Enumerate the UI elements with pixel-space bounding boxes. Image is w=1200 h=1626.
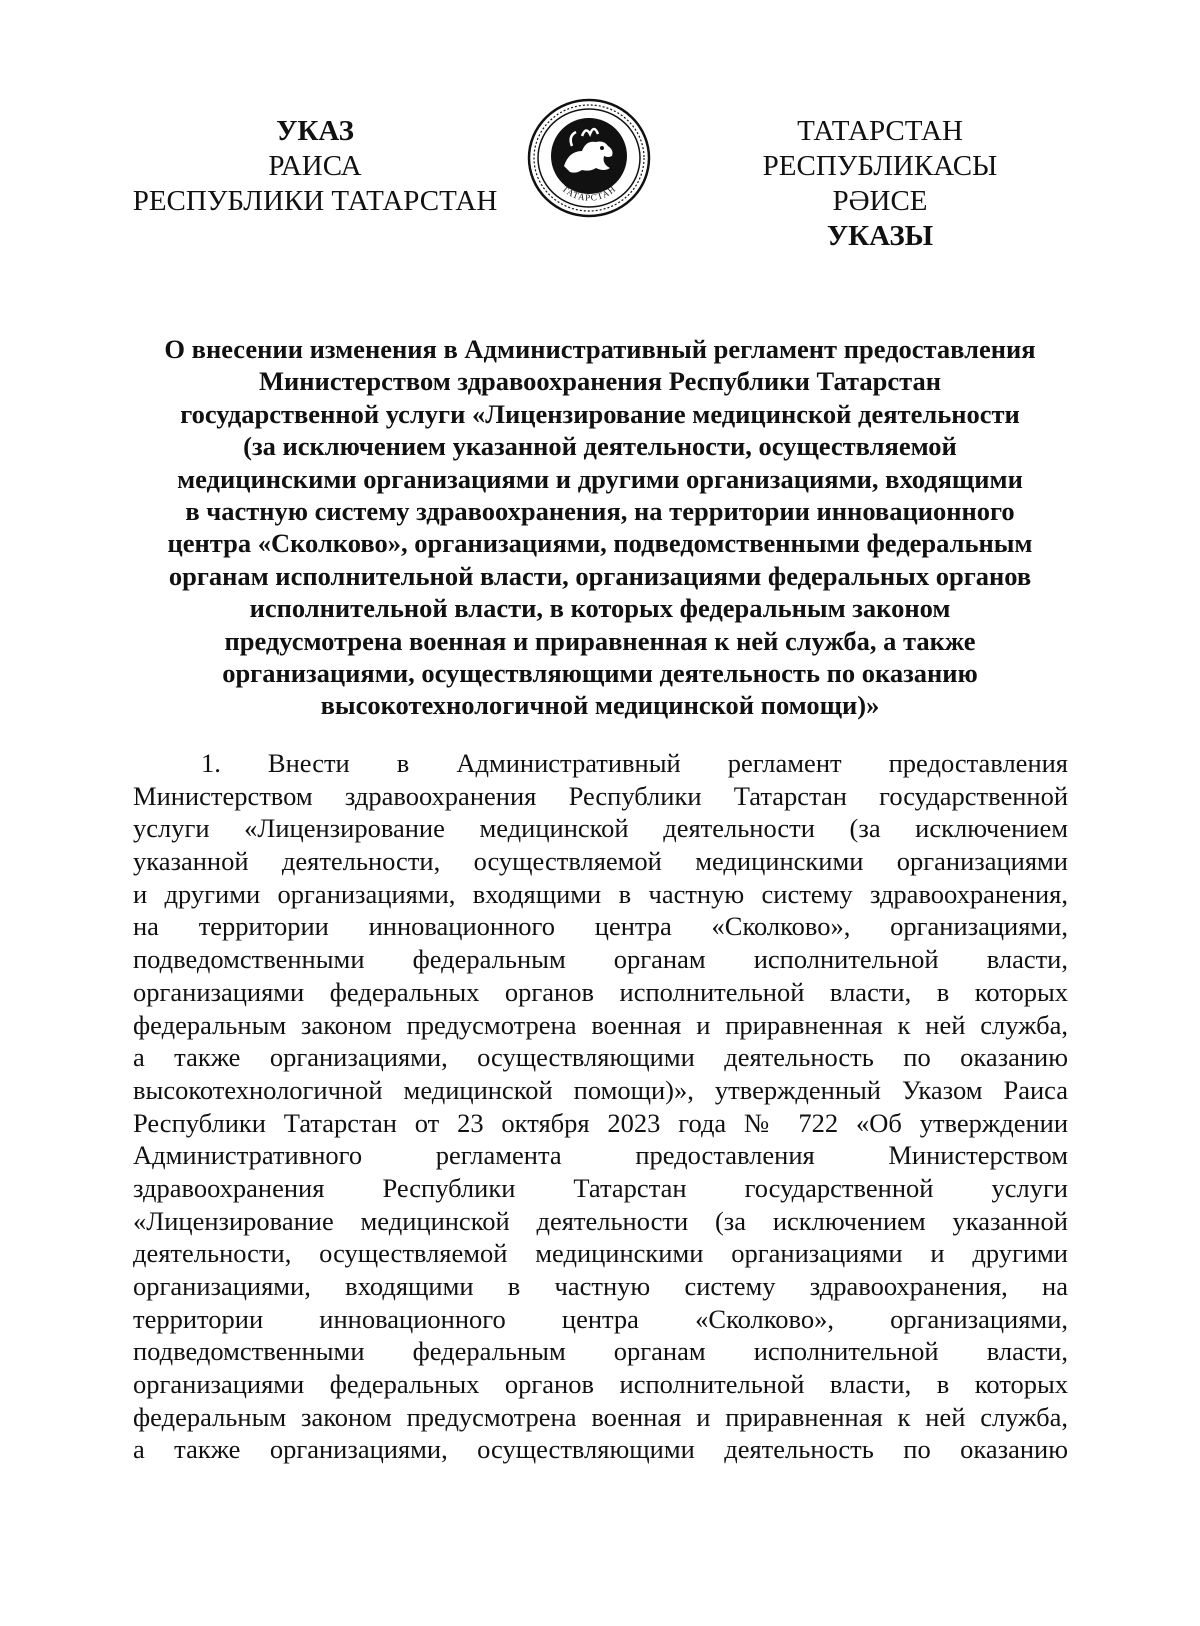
title-line: предусмотрена военная и приравненная к ней служба, а также (224, 625, 976, 656)
body-line: и другими организациями, входящими в частную систему здравоохранения, (133, 878, 1068, 909)
body-line: услуги «Лицензирование медицинской деятельности (за исключением (133, 813, 1068, 844)
body-line: подведомственными федеральным органам исполнительной власти, (133, 944, 1068, 975)
header-right-line-1: ТАТАРСТАН РЕСПУБЛИКАСЫ (762, 115, 998, 182)
header-left-line-2: РАИСА (268, 150, 362, 182)
title-line: органам исполнительной власти, организациями федеральных органов (168, 560, 1032, 591)
body-line: организациями федеральных органов исполнительной власти, в которых (133, 976, 1068, 1007)
body-line: указанной деятельности, осуществляемой медицинскими организациями (133, 846, 1068, 877)
body-line: федеральным законом предусмотрена военная и приравненная к ней служба, (133, 1009, 1068, 1040)
title-line: исполнительной власти, в которых федеральным законом (249, 593, 951, 624)
body-line: 1. Внести в Административный регламент предоставления (201, 748, 1068, 778)
title-line: в частную систему здравоохранения, на территории инновационного (185, 496, 1015, 527)
title-line: О внесении изменения в Административный регламент предоставления (164, 334, 1036, 364)
body-line: Министерством здравоохранения Республики Татарстан государственной (133, 780, 1068, 811)
title-line: организациями, осуществляющими деятельность по оказанию (222, 658, 978, 689)
title-line: Министерством здравоохранения Республики Татарстан (259, 366, 941, 397)
document-title (120, 333, 1080, 722)
body-line: организациями федеральных органов исполнительной власти, в которых (133, 1369, 1068, 1400)
title-line: центра «Сколково», организациями, подведомственными федеральным (167, 528, 1033, 559)
title-line: (за исключением указанной деятельности, осуществляемой (243, 431, 957, 462)
body-line: территории инновационного центра «Сколково», организациями, (133, 1303, 1068, 1334)
body-line: здравоохранения Республики Татарстан государственной услуги (133, 1172, 1068, 1203)
body-line: организациями, входящими в частную систему здравоохранения, на (133, 1271, 1068, 1301)
body-line: а также организациями, осуществляющими деятельность по оказанию (133, 1042, 1068, 1073)
tatarstan-emblem-icon (524, 96, 654, 221)
body-line: федеральным законом предусмотрена военная и приравненная к ней служба, (133, 1401, 1068, 1432)
body-line: «Лицензирование медицинской деятельности (за исключением указанной (133, 1205, 1068, 1236)
body-line: высокотехнологичной медицинской помощи)», утвержденный Указом Раиса (133, 1074, 1068, 1105)
header-right-line-3: УКАЗЫ (826, 220, 934, 252)
title-line: государственной услуги «Лицензирование медицинской деятельности (180, 398, 1020, 429)
emblem-caption: ТАТАРСТАН (560, 183, 618, 203)
body-line: на территории инновационного центра «Сколково», организациями, (133, 911, 1068, 942)
header-left-line-1: УКАЗ (276, 115, 354, 147)
body-line: подведомственными федеральным органам исполнительной власти, (133, 1336, 1068, 1367)
body-line: а также организациями, осуществляющими деятельность по оказанию (133, 1434, 1068, 1465)
document-body (133, 747, 1068, 1466)
body-line: Административного регламента предоставления Министерством (133, 1140, 1068, 1171)
body-line: Республики Татарстан от 23 октября 2023 года № 722 «Об утверждении (133, 1107, 1068, 1138)
header-right-line-2: РӘИСЕ (832, 185, 928, 217)
header-tatar (680, 114, 1080, 254)
title-line: высокотехнологичной медицинской помощи)» (320, 690, 880, 721)
header-left-line-3: РЕСПУБЛИКИ ТАТАРСТАН (132, 185, 498, 217)
header-russian (115, 114, 515, 219)
body-line: деятельности, осуществляемой медицинскими организациями и другими (133, 1238, 1068, 1269)
title-line: медицинскими организациями и другими организациями, входящими (177, 463, 1023, 494)
